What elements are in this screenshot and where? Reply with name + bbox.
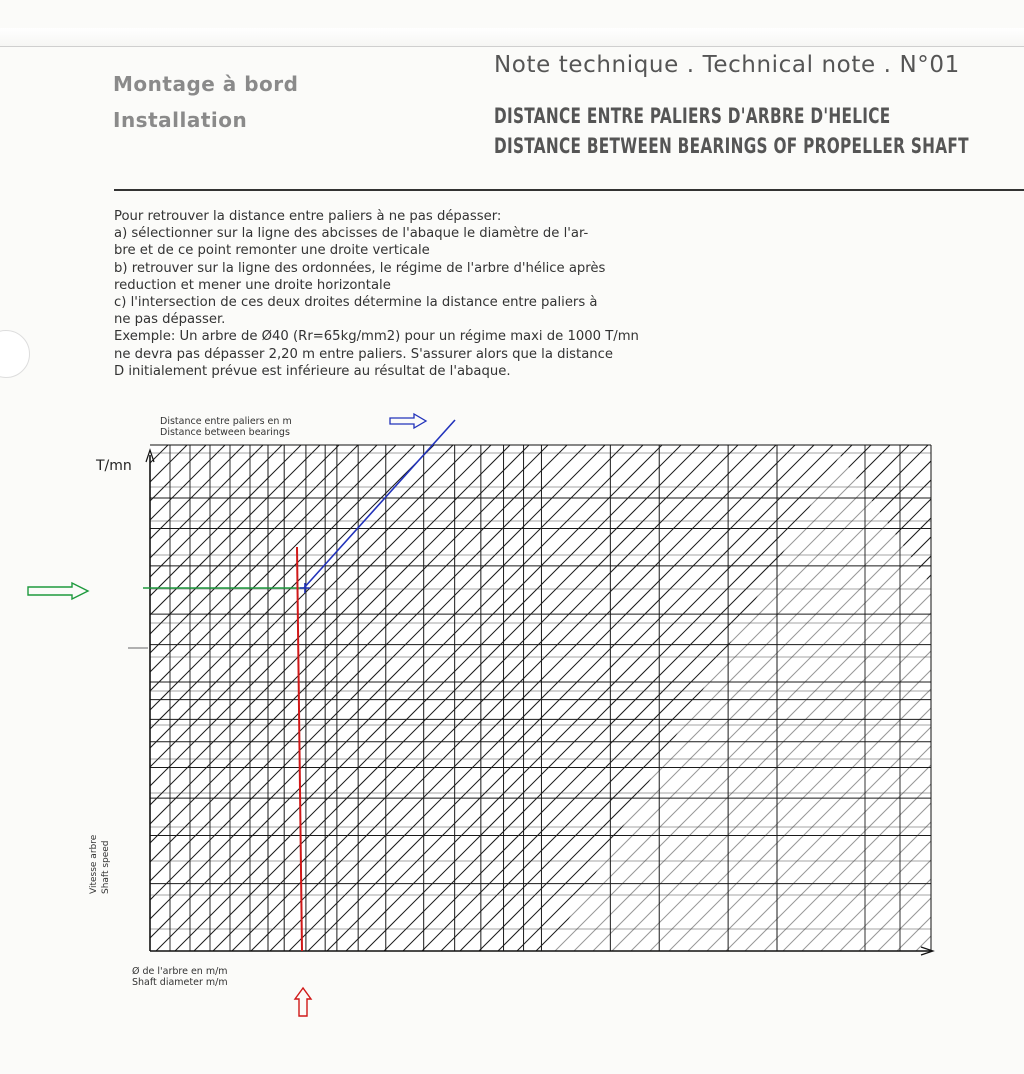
instruction-line: bre et de ce point remonter une droite verticale [114, 243, 430, 259]
hatch-line [0, 251, 96, 951]
title-en: DISTANCE BETWEEN BEARINGS OF PROPELLER SHAFT [494, 134, 969, 160]
hatch-line [0, 251, 58, 951]
red-arrow-icon [295, 988, 311, 1016]
x-label-fr: Ø de l'arbre en m/m [132, 966, 228, 977]
y-label-fr: Vitesse arbre [89, 834, 99, 894]
hatch-line [0, 251, 172, 951]
hatch-line [0, 251, 1, 951]
hatch-line [0, 251, 20, 951]
hatch-line [0, 251, 153, 951]
technical-note-label: Note technique . Technical note . N°01 [494, 52, 960, 78]
instruction-line: Pour retrouver la distance entre paliers à ne pas dépasser: [114, 209, 502, 224]
hatch-line [0, 251, 134, 951]
instruction-line: reduction et mener une droite horizontale [114, 277, 391, 293]
instruction-line: c) l'intersection de ces deux droites détermine la distance entre paliers à [114, 295, 598, 311]
x-label-en: Shaft diameter m/m [132, 977, 228, 988]
y-unit-label: T/mn [96, 458, 132, 474]
section-title-en: Installation [113, 108, 248, 132]
hatch-line [935, 251, 1024, 951]
hatch-line [0, 251, 77, 951]
instruction-line: ne devra pas dépasser 2,20 m entre paliers. S'assurer alors que la distance [114, 346, 613, 362]
title-fr: DISTANCE ENTRE PALIERS D'ARBRE D'HELICE [494, 104, 891, 130]
distance-label-en: Distance between bearings [160, 427, 290, 438]
hatch-line [1011, 251, 1024, 951]
distance-label-fr: Distance entre paliers en m [160, 416, 292, 427]
hatch-line [973, 251, 1024, 951]
blue-arrow-icon [390, 414, 426, 428]
y-label-en: Shaft speed [101, 840, 111, 894]
instruction-line: D initialement prévue est inférieure au résultat de l'abaque. [114, 363, 511, 379]
instruction-line: a) sélectionner sur la ligne des abcisses de l'abaque le diamètre de l'ar- [114, 226, 589, 242]
green-arrow-icon [28, 583, 88, 599]
hatch-line [992, 251, 1024, 951]
hatch-line [0, 251, 39, 951]
section-title-fr: Montage à bord [113, 72, 299, 96]
instruction-line: ne pas dépasser. [114, 312, 226, 328]
hatch-line [916, 251, 1024, 951]
hatch-line [954, 251, 1024, 951]
instruction-line: Exemple: Un arbre de Ø40 (Rr=65kg/mm2) pour un régime maxi de 1000 T/mn [114, 329, 639, 345]
instruction-line: b) retrouver sur la ligne des ordonnées, le régime de l'arbre d'hélice après [114, 260, 606, 276]
